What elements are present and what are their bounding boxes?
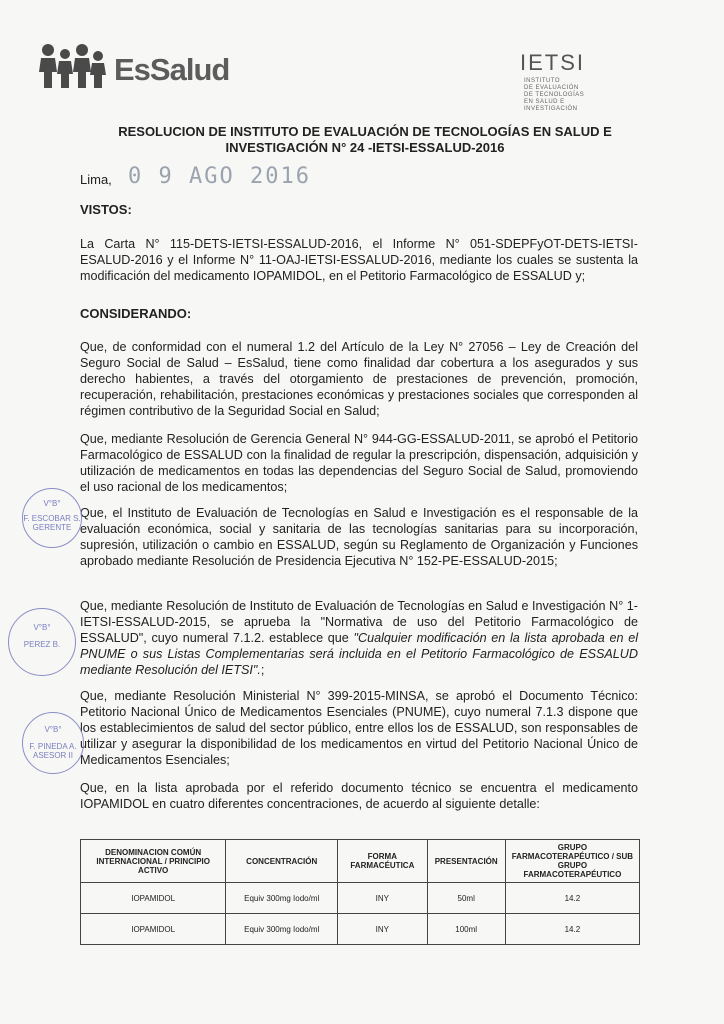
table-cell: IOPAMIDOL: [81, 883, 226, 914]
date-stamp: 0 9 AGO 2016: [128, 164, 311, 189]
approval-stamp-2: V°B° PEREZ B.: [8, 608, 76, 676]
considerando-heading: CONSIDERANDO:: [80, 306, 192, 321]
table-cell: Equiv 300mg Iodo/ml: [226, 914, 338, 945]
column-header: PRESENTACIÓN: [427, 840, 505, 883]
ietsi-subtitle: INSTITUTO DE EVALUACIÓN DE TECNOLOGÍAS EN SALUD E INVESTIGACIÓN: [524, 78, 585, 112]
vistos-heading: VISTOS:: [80, 202, 132, 217]
table-cell: 100ml: [427, 914, 505, 945]
essalud-logo: [38, 40, 248, 92]
paragraph-3: Que, el Instituto de Evaluación de Tecnologías en Salud e Investigación es el responsable de la evaluación económica, social y sanitaria de las tecnologías sanitarias para su incorporación, supresión, utilización o cambio en ESSALUD, según su Reglamento de Organización y Funciones aprobado mediante Resolución de Presidencia Ejecutiva N° 152-PE-ESSALUD-2015;: [80, 506, 638, 568]
table-cell: INY: [338, 914, 427, 945]
ietsi-logo: [520, 50, 640, 110]
column-header: DENOMINACION COMÚN INTERNACIONAL / PRINCIPIO ACTIVO: [81, 840, 226, 883]
column-header: CONCENTRACIÓN: [226, 840, 338, 883]
approval-stamp-3: V°B° F. PINEDA A. ASESOR II: [22, 712, 84, 774]
people-figures-icon: [38, 40, 118, 90]
table-row: [81, 883, 640, 914]
vistos-paragraph: La Carta N° 115-DETS-IETSI-ESSALUD-2016, el Informe N° 051-SDEPFyOT-DETS-IETSI-ESALUD-2016 y el Informe N° 11-OAJ-IETSI-ESSALUD-2016, mediante los cuales se sustenta la modificación del medicamento IOPAMIDOL, en el Petitorio Farmacológico de ESSALUD y;: [80, 237, 638, 283]
ietsi-wordmark: IETSI: [520, 50, 586, 75]
place-label: Lima,: [80, 172, 112, 187]
table-cell: IOPAMIDOL: [81, 914, 226, 945]
document-title: RESOLUCION DE INSTITUTO DE EVALUACIÓN DE TECNOLOGÍAS EN SALUD E INVESTIGACIÓN N° 24 -IETSI-ESSALUD-2016: [118, 124, 612, 155]
table-cell: 14.2: [505, 883, 639, 914]
table-header-row: [81, 840, 640, 883]
table-cell: 14.2: [505, 914, 639, 945]
medication-table: [80, 839, 640, 945]
brand-name: EsSalud: [114, 52, 230, 87]
paragraph-2: Que, mediante Resolución de Gerencia General N° 944-GG-ESSALUD-2011, se aprobó el Petitorio Farmacológico de ESSALUD con la finalidad de regular la prescripción, dispensación, adquisición y utilización de medicamentos en todas las dependencias del Seguro Social de Salud, promoviendo el uso racional de los medicamentos;: [80, 432, 638, 494]
paragraph-6: Que, en la lista aprobada por el referido documento técnico se encuentra el medicamento IOPAMIDOL en cuatro diferentes concentraciones, de acuerdo al siguiente detalle:: [80, 781, 638, 811]
table-row: [81, 914, 640, 945]
table-cell: 50ml: [427, 883, 505, 914]
column-header: GRUPO FARMACOTERAPÉUTICO / SUB GRUPO FARMACOTERAPÉUTICO: [505, 840, 639, 883]
paragraph-5: Que, mediante Resolución Ministerial N° 399-2015-MINSA, se aprobó el Documento Técnico: Petitorio Nacional Único de Medicamentos Esenciales (PNUME), cuyo numeral 7.1.3 dispone que los establecimientos de salud del sector público, entre ellos los de ESSALUD, son responsables de utilizar y asegurar la disponibilidad de los medicamentos en virtud del Petitorio Nacional Único de Medicamentos Esenciales;: [80, 689, 638, 767]
paragraph-1: Que, de conformidad con el numeral 1.2 del Artículo de la Ley N° 27056 – Ley de Creación del Seguro Social de Salud – EsSalud, tiene como finalidad dar cobertura a los asegurados y sus derecho habientes, a través del otorgamiento de prestaciones de prevención, promoción, recuperación, rehabilitación, prestaciones económicas y prestaciones sociales que corresponden al régimen contributivo de la Seguridad Social en Salud;: [80, 340, 638, 418]
paragraph-4: Que, mediante Resolución de Instituto de Evaluación de Tecnologías en Salud e Investigación N° 1-IETSI-ESSALUD-2015, se aprueba la "Normativa de uso del Petitorio Farmacológico de ESSALUD", cuyo numeral 7.1.2. establece que "Cualquier modificación en la lista aprobada en el PNUME o sus Listas Complementarias será incluida en el Petitorio Farmacológico de ESSALUD mediante Resolución del IETSI".;: [80, 599, 638, 677]
column-header: FORMA FARMACÉUTICA: [338, 840, 427, 883]
table-cell: Equiv 300mg Iodo/ml: [226, 883, 338, 914]
table-cell: INY: [338, 883, 427, 914]
approval-stamp-1: V°B° F. ESCOBAR S. GERENTE: [22, 488, 82, 548]
